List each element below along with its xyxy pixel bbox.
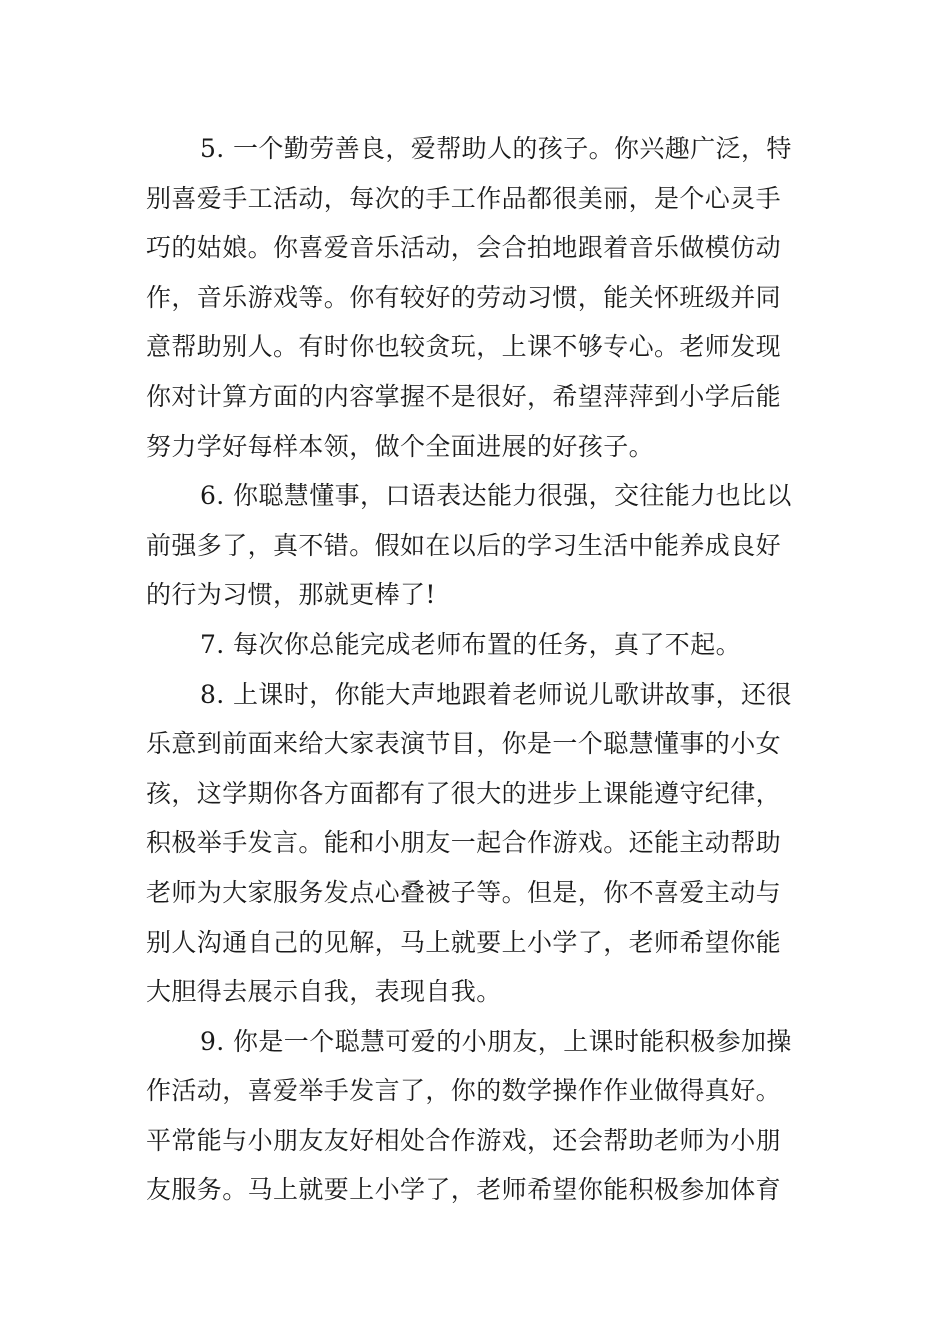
- text-line: 别人沟通自己的见解，马上就要上小学了，老师希望你能: [146, 927, 782, 957]
- text-line: 大胆得去展示自我，表现自我。: [146, 977, 502, 1007]
- document-body: [146, 124, 806, 1215]
- paragraph-6: [146, 471, 806, 620]
- text-line: 前强多了，真不错。假如在以后的学习生活中能养成良好: [146, 530, 782, 560]
- text-line: 作活动，喜爱举手发言了，你的数学操作作业做得真好。: [146, 1076, 782, 1106]
- text-line: 平常能与小朋友友好相处合作游戏，还会帮助老师为小朋: [146, 1125, 782, 1155]
- text-line: 意帮助别人。有时你也较贪玩，上课不够专心。老师发现: [146, 332, 782, 362]
- text-line: 别喜爱手工活动，每次的手工作品都很美丽，是个心灵手: [146, 183, 782, 213]
- text-line: 你对计算方面的内容掌握不是很好，希望萍萍到小学后能: [146, 381, 782, 411]
- text-line: 5. 一个勤劳善良，爱帮助人的孩子。你兴趣广泛，特: [200, 134, 792, 163]
- paragraph-8: [146, 670, 806, 1017]
- text-line: 乐意到前面来给大家表演节目，你是一个聪慧懂事的小女: [146, 729, 782, 759]
- text-line: 7. 每次你总能完成老师布置的任务，真了不起。: [200, 629, 742, 659]
- text-line: 9. 你是一个聪慧可爱的小朋友，上课时能积极参加操: [200, 1026, 792, 1056]
- text-line: 孩，这学期你各方面都有了很大的进步上课能遵守纪律，: [146, 778, 782, 808]
- text-line: 友服务。马上就要上小学了，老师希望你能积极参加体育: [146, 1175, 782, 1205]
- text-line: 老师为大家服务发点心叠被子等。但是，你不喜爱主动与: [146, 877, 782, 907]
- paragraph-9: [146, 1017, 806, 1215]
- text-line: 6. 你聪慧懂事，口语表达能力很强，交往能力也比以: [200, 481, 792, 511]
- text-line: 努力学好每样本领，做个全面进展的好孩子。: [146, 431, 655, 461]
- paragraph-5: [146, 124, 806, 471]
- text-line: 积极举手发言。能和小朋友一起合作游戏。还能主动帮助: [146, 828, 782, 858]
- text-line: 作，音乐游戏等。你有较好的劳动习惯，能关怀班级并同: [146, 282, 782, 312]
- paragraph-7: [146, 620, 806, 670]
- text-line: 8. 上课时，你能大声地跟着老师说儿歌讲故事，还很: [200, 679, 792, 709]
- text-line: 巧的姑娘。你喜爱音乐活动，会合拍地跟着音乐做模仿动: [146, 233, 782, 263]
- text-line: 的行为习惯，那就更棒了!: [146, 580, 436, 610]
